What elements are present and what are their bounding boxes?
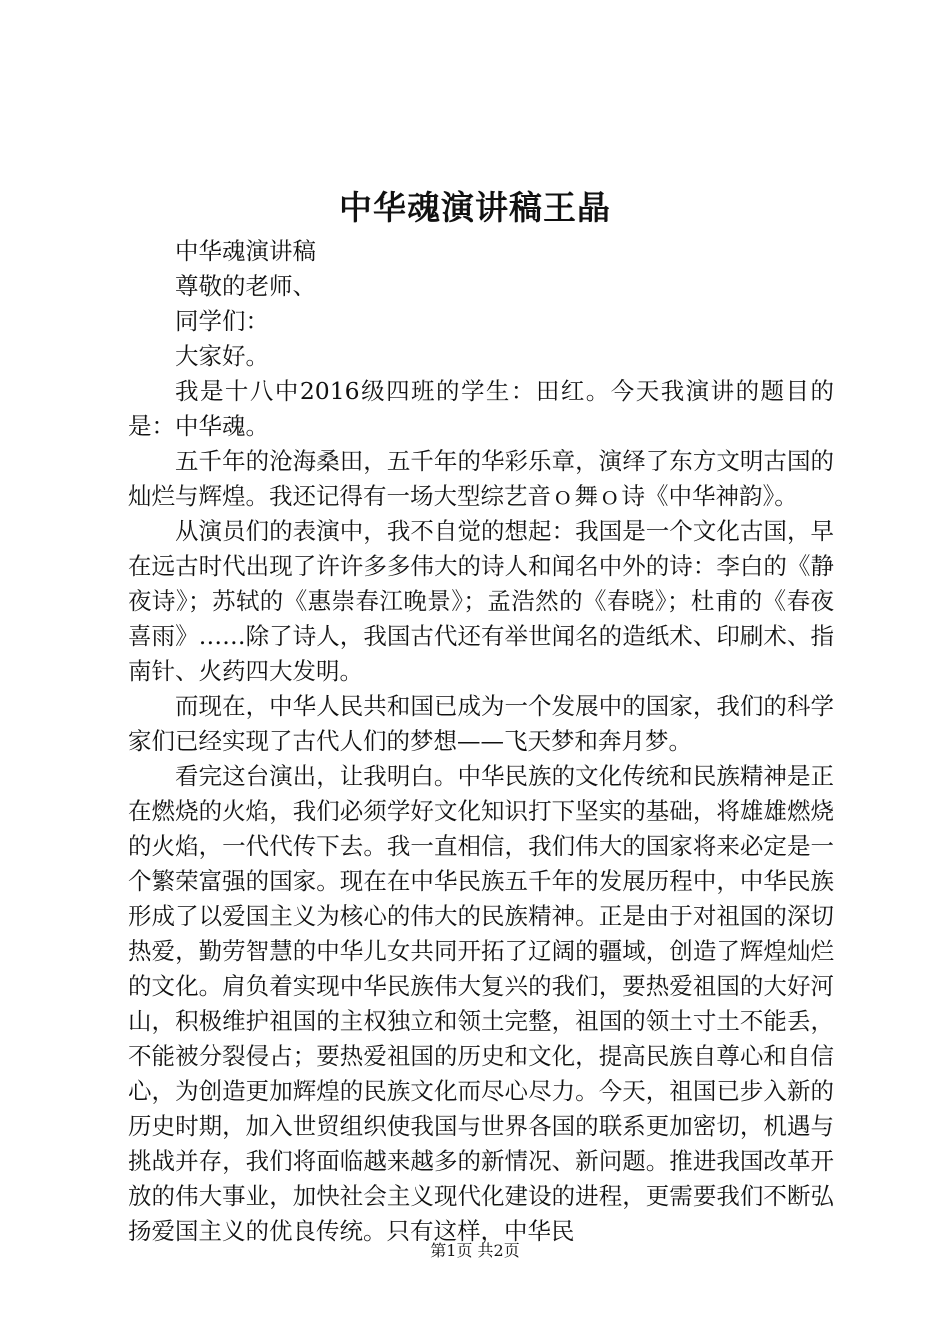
paragraph: 看完这台演出，让我明白。中华民族的文化传统和民族精神是正在燃烧的火焰，我们必须学好文化知识打下坚实的基础，将雄雄燃烧的火焰，一代代传下去。我一直相信，我们伟大的国家将来必定是一个繁荣富强的国家。现在在中华民族五千年的发展历程中，中华民族形成了以爱国主义为核心的伟大的民族精神。正是由于对祖国的深切热爱，勤劳智慧的中华儿女共同开拓了辽阔的疆域，创造了辉煌灿烂的文化。肩负着实现中华民族伟大复兴的我们，要热爱祖国的大好河山，积极维护祖国的主权独立和领土完整，祖国的领土寸土不能丢，不能被分裂侵占；要热爱祖国的历史和文化，提高民族自尊心和自信心，为创造更加辉煌的民族文化而尽心尽力。今天，祖国已步入新的历史时期，加入世贸组织使我国与世界各国的联系更加密切，机遇与挑战并存，我们将面临越来越多的新情况、新问题。推进我国改革开放的伟大事业，加快社会主义现代化建设的进程，更需要我们不断弘扬爱国主义的优良传统。只有这样，中华民 [128,762,834,1245]
page-footer: 第1页 共2页 [430,1241,520,1260]
paragraph: 中华魂演讲稿 [175,237,316,265]
paragraph: 而现在，中华人民共和国已成为一个发展中的国家，我们的科学家们已经实现了古代人们的梦想——飞天梦和奔月梦。 [128,692,834,755]
paragraph: 同学们： [175,307,269,335]
paragraph: 尊敬的老师、 [175,272,316,300]
paragraph: 大家好。 [175,342,269,370]
document-body [128,234,834,1249]
paragraph: 五千年的沧海桑田，五千年的华彩乐章，演绎了东方文明古国的灿烂与辉煌。我还记得有一场大型综艺音ｏ舞ｏ诗《中华神韵》。 [128,447,834,510]
paragraph: 从演员们的表演中，我不自觉的想起：我国是一个文化古国，早在远古时代出现了许许多多伟大的诗人和闻名中外的诗：李白的《静夜诗》；苏轼的《惠崇春江晚景》；孟浩然的《春晓》；杜甫的《春夜喜雨》……除了诗人，我国古代还有举世闻名的造纸术、印刷术、指南针、火药四大发明。 [128,517,834,685]
paragraph: 我是十八中2016级四班的学生：田红。今天我演讲的题目的是：中华魂。 [128,377,834,440]
page-title: 中华魂演讲稿王晶 [339,188,611,227]
